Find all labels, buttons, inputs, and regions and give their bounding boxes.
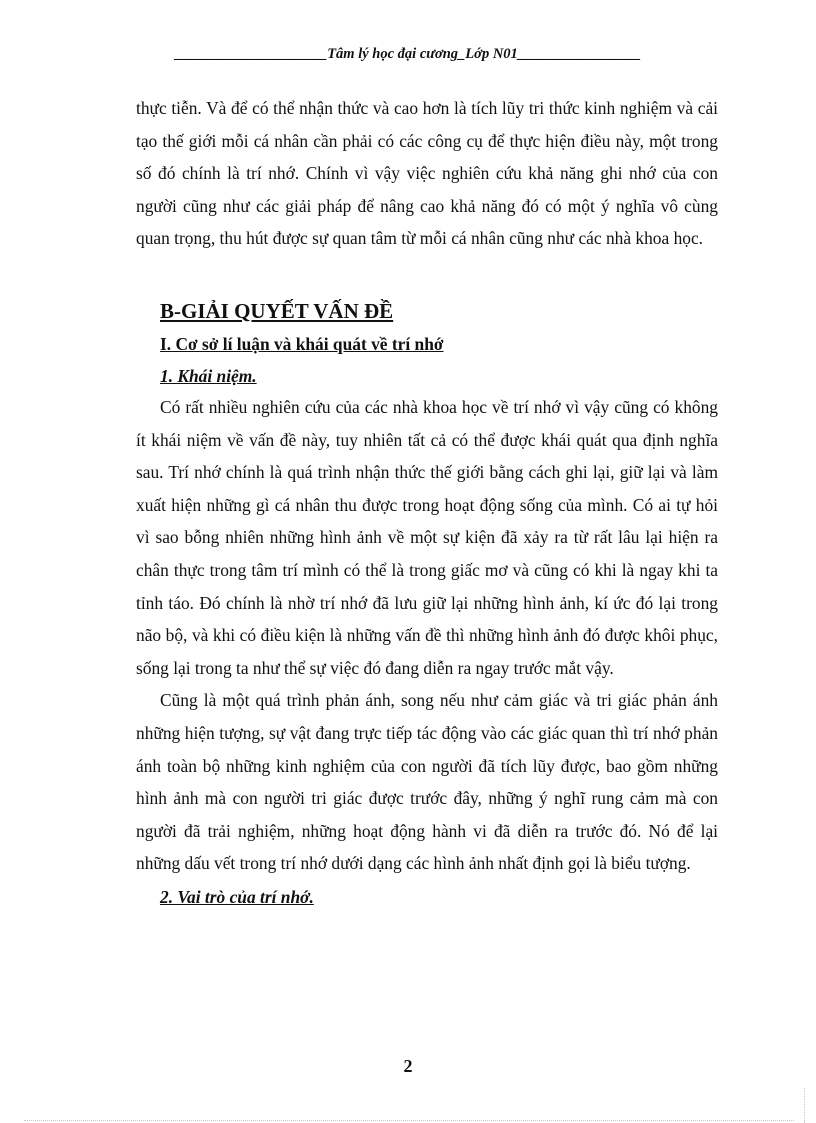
header-left-rule: _____________________ <box>174 46 328 62</box>
section-heading-b: B-GIẢI QUYẾT VẤN ĐỀ <box>160 298 394 323</box>
body-content <box>136 92 718 912</box>
intro-paragraph: thực tiễn. Và để có thể nhận thức và cao hơn là tích lũy tri thức kinh nghiệm và cải tạo thế giới mỗi cá nhân cần phải có các công cụ để thực hiện điều này, một trong số đó chính là trí nhớ. Chính vì vậy việc nghiên cứu khả năng ghi nhớ của con người cũng như các giải pháp để nâng cao khả năng đó có một ý nghĩa vô cùng quan trọng, thu hút được sự quan tâm từ mỗi cá nhân cũng như các nhà khoa học. <box>136 98 718 249</box>
header-title: Tâm lý học đại cương_Lớp N01 <box>327 46 518 62</box>
section-heading-1: I. Cơ sở lí luận và khái quát về trí nhớ <box>160 333 444 354</box>
concept-paragraph-2: Cũng là một quá trình phản ánh, song nếu như cảm giác và tri giác phản ánh những hiện tượng, sự vật đang trực tiếp tác động vào các giác quan thì trí nhớ phản ánh toàn bộ những kinh nghiệm của con người đã tích lũy được, bao gồm những hình ảnh mà con người tri giác được trước đây, những ý nghĩ rung cảm mà con người đã trải nghiệm, những hoạt động hành vi đã diễn ra trước đó. Nó để lại những dấu vết trong trí nhớ dưới dạng các hình ảnh nhất định gọi là biểu tượng. <box>136 690 718 874</box>
running-header <box>0 46 816 63</box>
header-right-rule: _________________ <box>517 46 642 62</box>
concept-paragraph-1: Có rất nhiều nghiên cứu của các nhà khoa học về trí nhớ vì vậy cũng có không ít khái niệm về vấn đề này, tuy nhiên tất cả có thể được khái quát qua định nghĩa sau. Trí nhớ chính là quá trình nhận thức thế giới bằng cách ghi lại, giữ lại và làm xuất hiện những gì cá nhân thu được trong hoạt động sống của mình. Có ai tự hỏi vì sao bỗng nhiên những hình ảnh về một sự kiện đã xảy ra từ rất lâu lại hiện ra chân thực trong tâm trí mình có thể là trong giấc mơ và cũng có khi là ngay khi ta tỉnh táo. Đó chính là nhờ trí nhớ đã lưu giữ lại những hình ảnh, kí ức đó lại trong não bộ, và khi có điều kiện là những vấn đề thì những hình ảnh đó được khôi phục, sống lại trong ta như thể sự việc đó đang diễn ra ngay trước mắt vậy. <box>136 396 718 678</box>
subsection-heading-role: 2. Vai trò của trí nhớ. <box>160 886 314 907</box>
subsection-heading-concept: 1. Khái niệm. <box>160 365 257 386</box>
page-bottom-edge <box>24 1120 794 1121</box>
page-number: 2 <box>403 1056 413 1076</box>
page-right-edge <box>804 1088 805 1123</box>
